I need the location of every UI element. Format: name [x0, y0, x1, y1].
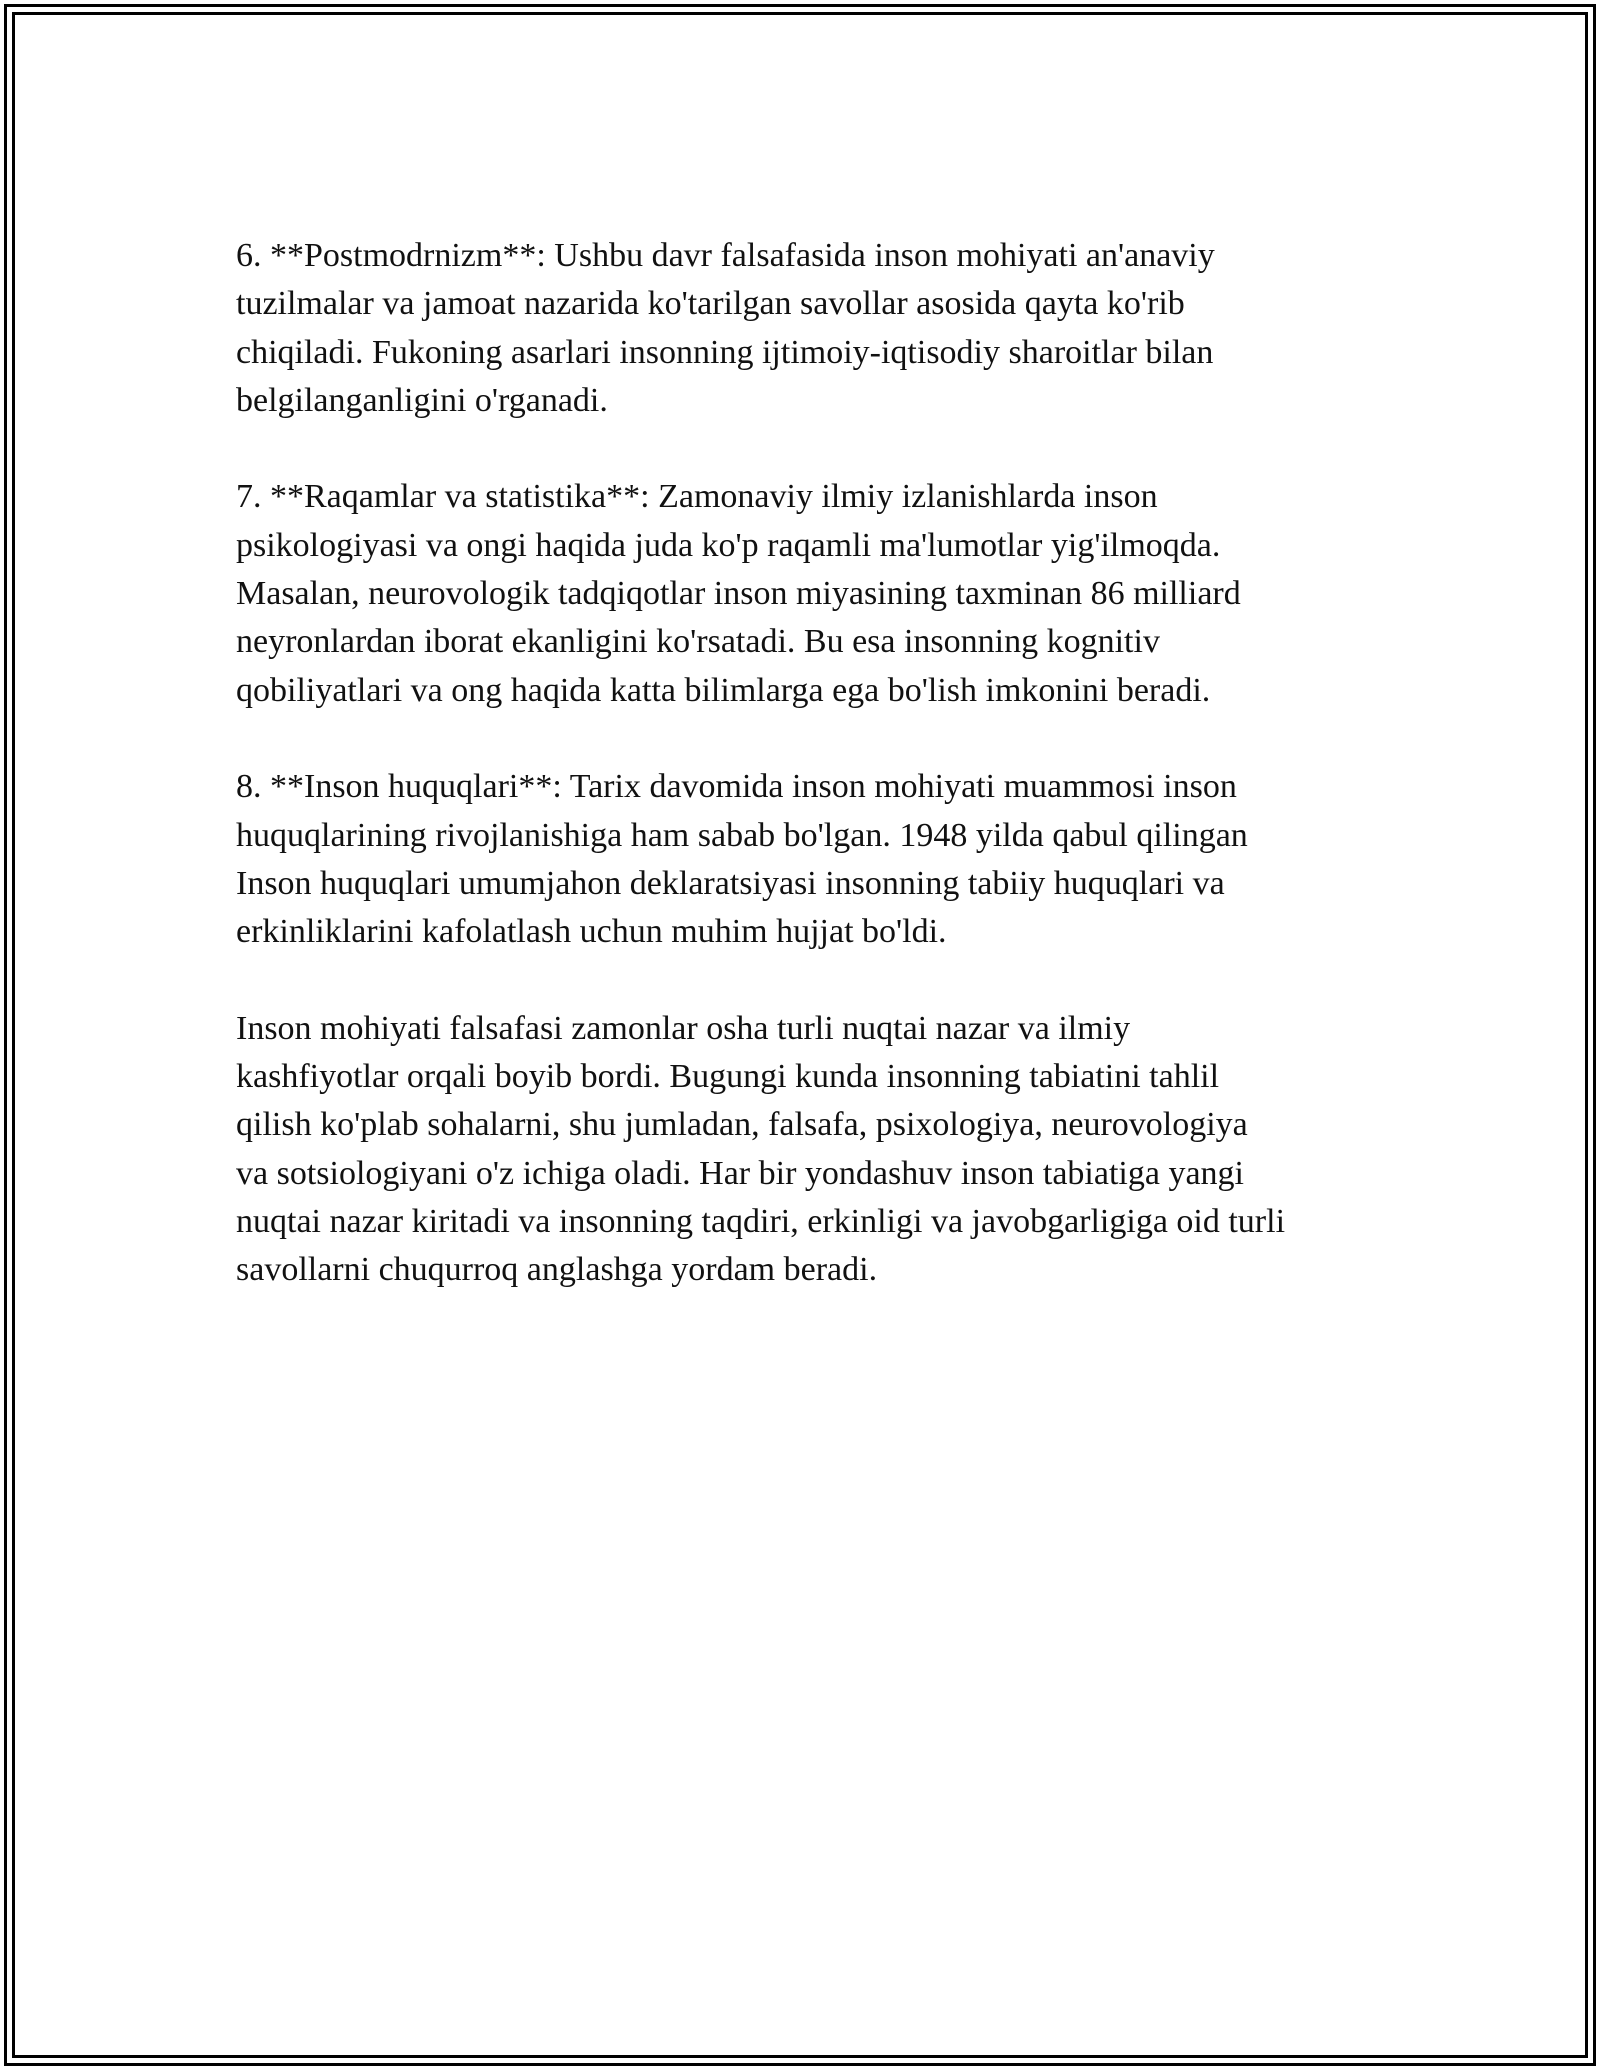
- document-body: [236, 232, 1386, 1295]
- paragraph-conclusion: Inson mohiyati falsafasi zamonlar osha turli nuqtai nazar va ilmiy kashfiyotlar orqali boyib bordi. Bugungi kunda insonning tabiatini tahlil qilish ko'plab sohalarni, shu jumladan, falsafa, psixologiya, neurovologiya va sotsiologiyani o'z ichiga oladi. Har bir yondashuv inson tabiatiga yangi nuqtai nazar kiritadi va insonning taqdiri, erkinligi va javobgarligiga oid turli savollarni chuqurroq anglashga yordam beradi.: [236, 1009, 1286, 1289]
- paragraph-numbers-statistics: 7. **Raqamlar va statistika**: Zamonaviy ilmiy izlanishlarda inson psikologiyasi va ongi haqida juda ko'p raqamli ma'lumotlar yig'ilmoqda. Masalan, neurovologik tadqiqotlar inson miyasining taxminan 86 milliard neyronlardan iborat ekanligini ko'rsatadi. Bu esa insonning kognitiv qobiliyatlari va ong haqida katta bilimlarga ega bo'lish imkonini beradi.: [236, 478, 1241, 709]
- paragraph-human-rights: 8. **Inson huquqlari**: Tarix davomida inson mohiyati muammosi inson huquqlarining rivojlanishiga ham sabab bo'lgan. 1948 yilda qabul qilingan Inson huquqlari umumjahon deklaratsiyasi insonning tabiiy huquqlari va erkinliklarini kafolatlash uchun muhim hujjat bo'ldi.: [236, 768, 1248, 951]
- paragraph-postmodernism: 6. **Postmodrnizm**: Ushbu davr falsafasida inson mohiyati an'anaviy tuzilmalar va jamoat nazarida ko'tarilgan savollar asosida qayta ko'rib chiqiladi. Fukoning asarlari insonning ijtimoiy-iqtisodiy sharoitlar bilan belgilanganligini o'rganadi.: [236, 237, 1215, 419]
